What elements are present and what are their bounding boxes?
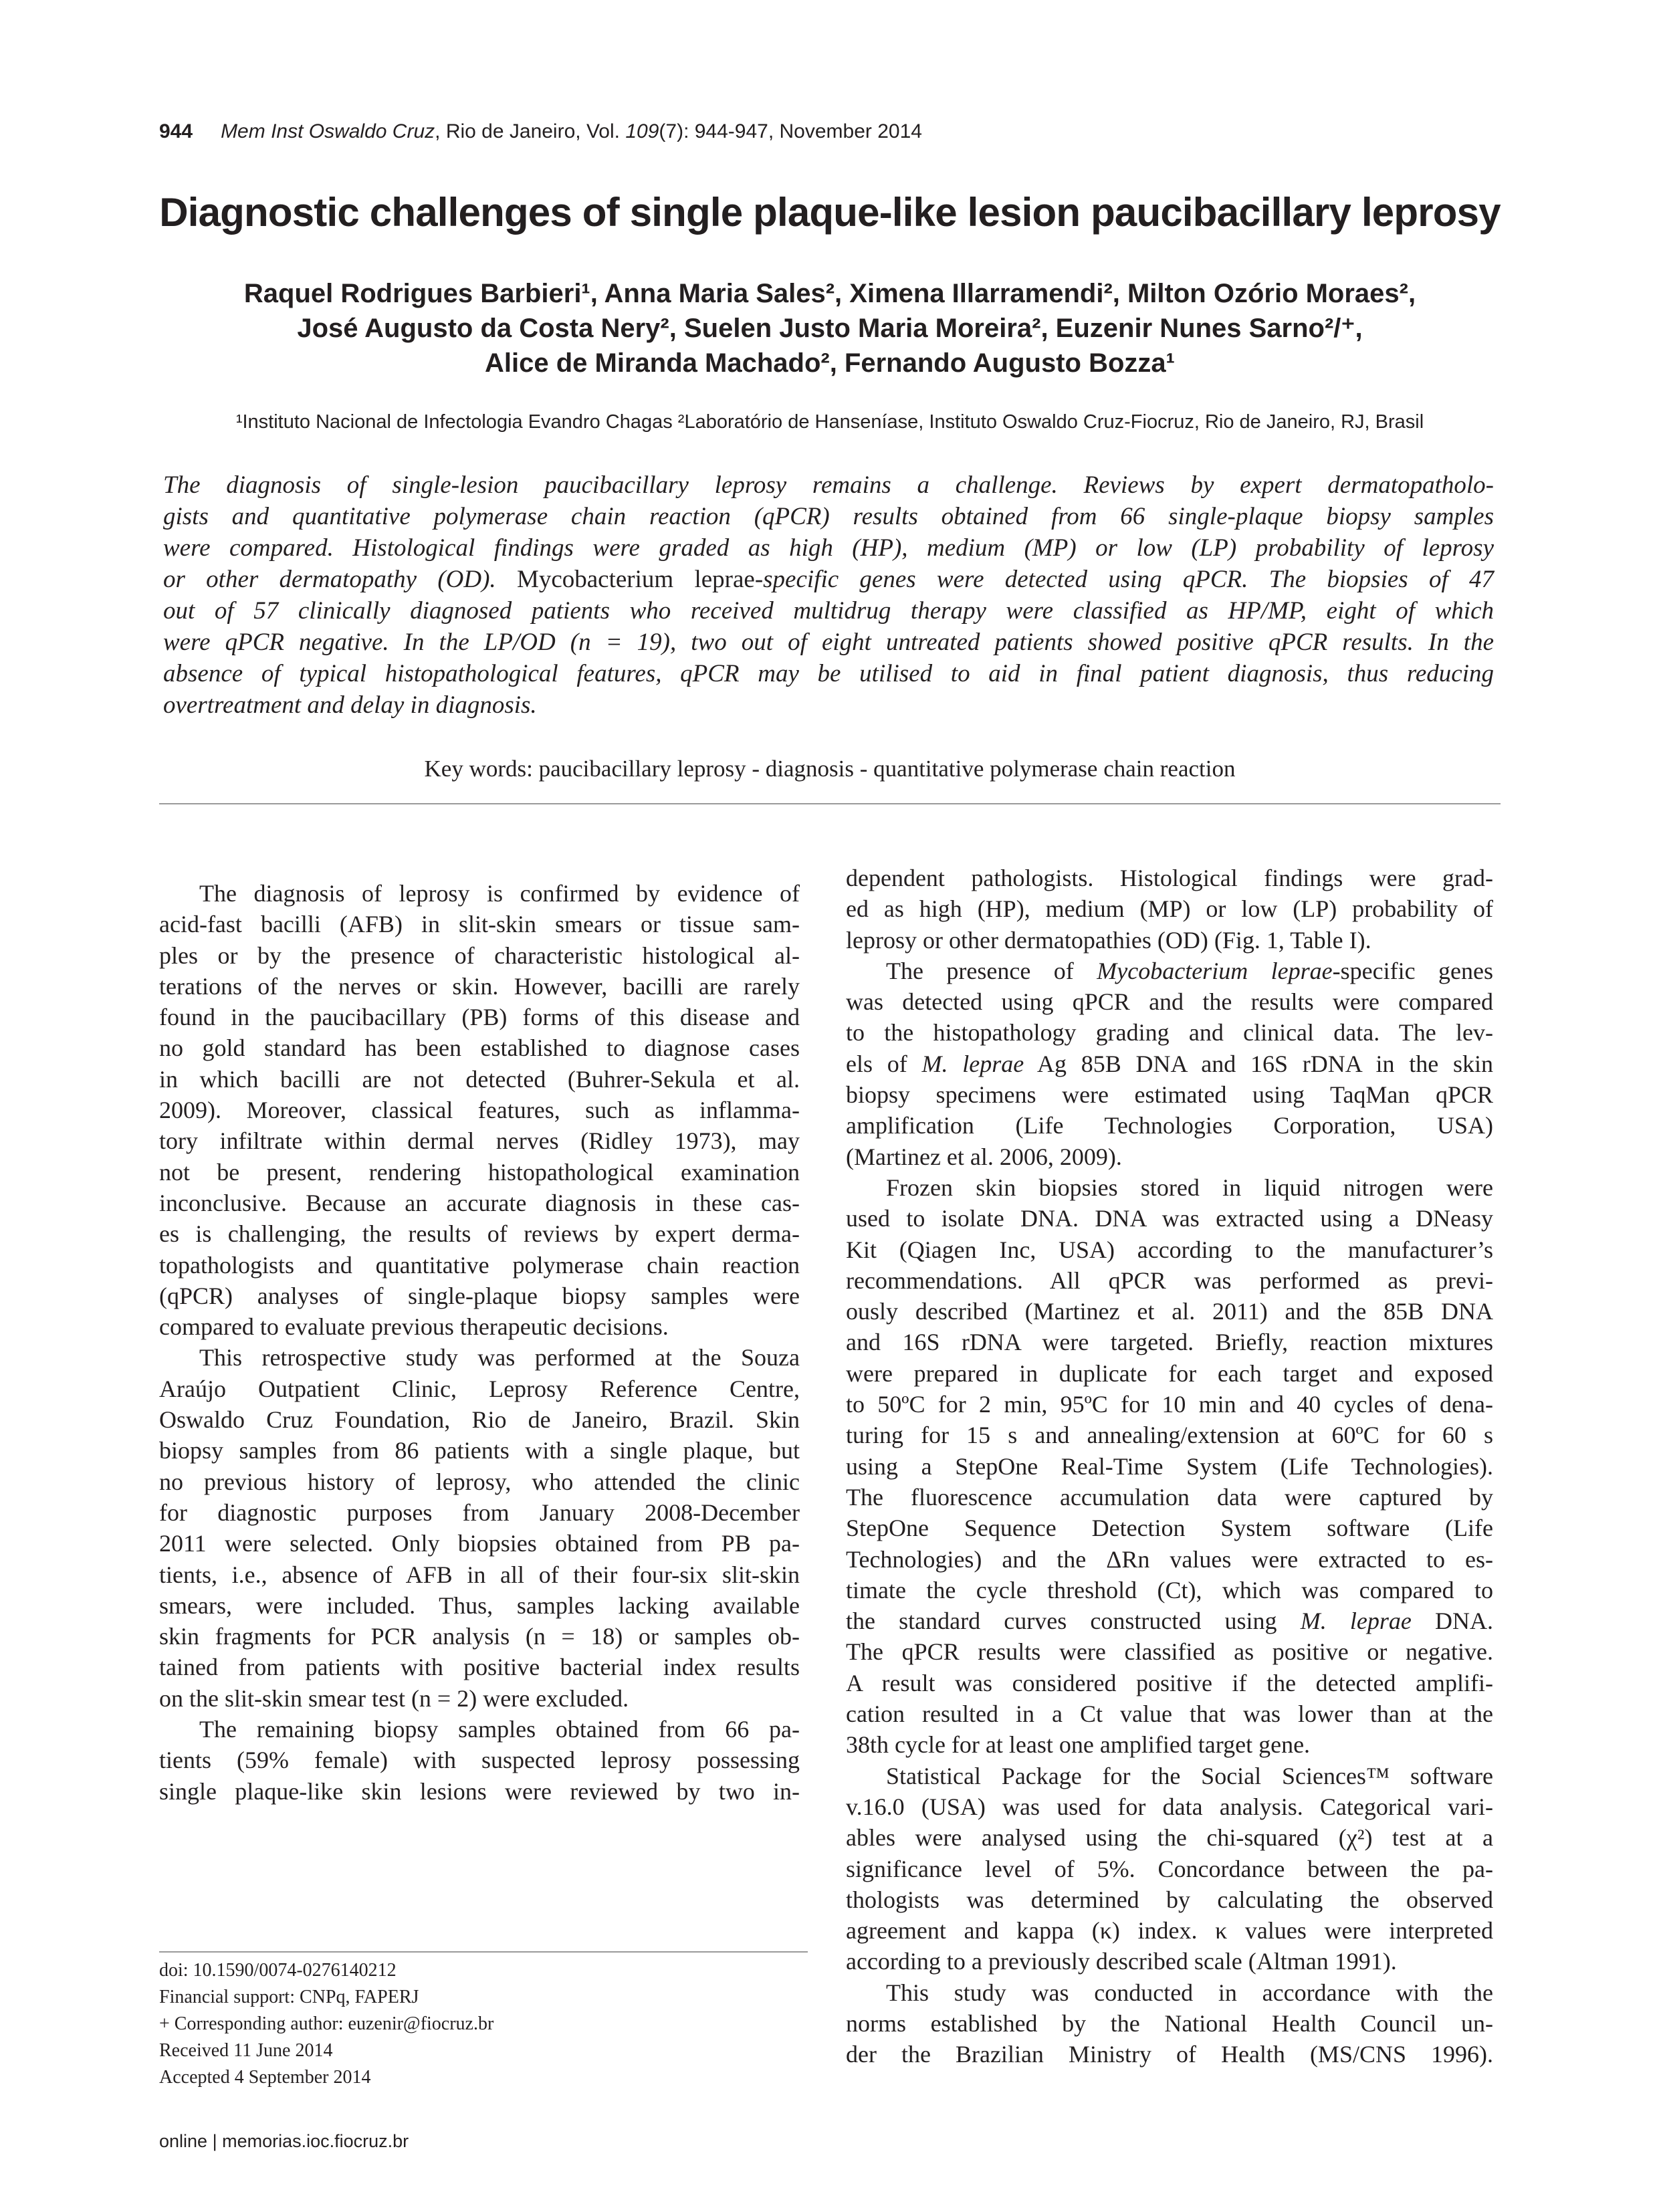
- right-text-line: ously described (Martinez et al. 2011) and the 85B DNA: [846, 1298, 1493, 1325]
- left-text-line: Oswaldo Cruz Foundation, Rio de Janeiro, Brazil. Skin: [159, 1406, 800, 1434]
- journal-volume: 109: [625, 120, 659, 142]
- left-column: [159, 878, 800, 1807]
- left-text-line: no previous history of leprosy, who attended the clinic: [159, 1468, 800, 1495]
- left-text-line: The remaining biopsy samples obtained from 66 pa-: [199, 1716, 800, 1743]
- left-text-line: tients (59% female) with suspected leprosy possessing: [159, 1747, 800, 1774]
- right-text-line: leprosy or other dermatopathies (OD) (Fig. 1, Table I).: [846, 926, 1371, 954]
- right-text-line: StepOne Sequence Detection System software (Life: [846, 1515, 1493, 1542]
- right-text-line: els of M. leprae Ag 85B DNA and 16S rDNA in the skin: [846, 1050, 1493, 1077]
- abstract-line: [163, 564, 1494, 595]
- right-text-line: recommendations. All qPCR was performed as previ-: [846, 1266, 1493, 1294]
- right-text-line: using a StepOne Real-Time System (Life Technologies).: [846, 1452, 1493, 1480]
- right-text-line: The qPCR results were classified as positive or negative.: [846, 1638, 1493, 1666]
- left-text-line: compared to evaluate previous therapeutic decisions.: [159, 1313, 669, 1341]
- corresponding-author: + Corresponding author: euzenir@fiocruz.br: [159, 2013, 494, 2034]
- accepted-date: Accepted 4 September 2014: [159, 2067, 371, 2088]
- right-text-line: Statistical Package for the Social Sciences™ software: [886, 1762, 1493, 1789]
- abstract-line: out of 57 clinically diagnosed patients who received multidrug therapy were classified as HP/MP, eight of which: [163, 597, 1494, 625]
- received-date: Received 11 June 2014: [159, 2040, 333, 2061]
- left-text-line: no gold standard has been established to diagnose cases: [159, 1034, 800, 1062]
- right-text-line: dependent pathologists. Histological findings were grad-: [846, 865, 1493, 891]
- right-text-line: A result was considered positive if the detected amplifi-: [846, 1669, 1493, 1696]
- abstract-line: gists and quantitative polymerase chain reaction (qPCR) results obtained from 66 single-plaque biopsy samples: [163, 503, 1494, 530]
- left-text-line: terations of the nerves or skin. However, bacilli are rarely: [159, 972, 800, 1000]
- running-header: [159, 120, 922, 143]
- left-text-line: on the slit-skin smear test (n = 2) were excluded.: [159, 1684, 629, 1712]
- right-text-line: were prepared in duplicate for each target and exposed: [846, 1359, 1493, 1387]
- journal-details: , Rio de Janeiro, Vol.: [435, 120, 626, 142]
- right-text-line: to 50ºC for 2 min, 95ºC for 10 min and 40 cycles of dena-: [846, 1391, 1493, 1418]
- right-text-line: cation resulted in a Ct value that was lower than at the: [846, 1700, 1493, 1728]
- right-text-line: This study was conducted in accordance with the: [886, 1979, 1493, 2006]
- left-text-line: tory infiltrate within dermal nerves (Ridley 1973), may: [159, 1127, 800, 1155]
- abstract-fragment: or other dermatopathy (OD).: [163, 566, 517, 593]
- left-text-line: es is challenging, the results of reviews by expert derma-: [159, 1220, 800, 1248]
- species-name: M. leprae: [1300, 1608, 1412, 1635]
- right-text-line: timate the cycle threshold (Ct), which was compared to: [846, 1576, 1493, 1603]
- left-text-line: tained from patients with positive bacterial index results: [159, 1654, 800, 1681]
- right-text-line: according to a previously described scale (Altman 1991).: [846, 1948, 1397, 1975]
- left-text-line: 2011 were selected. Only biopsies obtained from PB pa-: [159, 1530, 800, 1557]
- species-name: M. leprae: [921, 1050, 1024, 1077]
- species-name: Mycobacterium leprae: [1097, 957, 1333, 984]
- right-text-line: the standard curves constructed using M. leprae DNA.: [846, 1608, 1494, 1635]
- right-text-line: Kit (Qiagen Inc, USA) according to the manufacturer’s: [846, 1236, 1493, 1263]
- right-text-line: amplification (Life Technologies Corporation, USA): [846, 1112, 1493, 1139]
- left-text-line: smears, were included. Thus, samples lacking available: [159, 1591, 800, 1619]
- journal-name: Mem Inst Oswaldo Cruz: [221, 120, 435, 142]
- left-text-line: Araújo Outpatient Clinic, Leprosy Reference Centre,: [159, 1375, 800, 1402]
- right-text-line: 38th cycle for at least one amplified target gene.: [846, 1731, 1311, 1759]
- left-text-line: for diagnostic purposes from January 2008-December: [159, 1499, 800, 1526]
- left-text-line: acid-fast bacilli (AFB) in slit-skin smears or tissue sam-: [159, 911, 800, 938]
- affiliations: ¹Instituto Nacional de Infectologia Evandro Chagas ²Laboratório de Hanseníase, Instituto Oswaldo Cruz-Fiocruz, Rio de Janeiro, RJ, Brasil: [235, 411, 1424, 433]
- right-text-line: v.16.0 (USA) was used for data analysis. Categorical vari-: [846, 1793, 1493, 1820]
- left-text-line: tients, i.e., absence of AFB in all of their four-six slit-skin: [159, 1561, 800, 1588]
- journal-issue: (7): [659, 120, 684, 142]
- left-text-line: skin fragments for PCR analysis (n = 18) or samples ob-: [159, 1623, 800, 1650]
- author-line: José Augusto da Costa Nery², Suelen Justo Maria Moreira², Euzenir Nunes Sarno²/⁺,: [297, 314, 1363, 343]
- abstract-fragment: -specific genes were detected using qPCR. The biopsies of 47: [754, 566, 1494, 593]
- species-name: Mycobacterium leprae: [516, 566, 755, 593]
- right-text-line: biopsy specimens were estimated using TaqMan qPCR: [846, 1081, 1493, 1109]
- right-text-line: Technologies) and the ΔRn values were extracted to es-: [846, 1545, 1493, 1573]
- right-text-line: norms established by the National Health Council un-: [846, 2009, 1493, 2037]
- right-text-line: Frozen skin biopsies stored in liquid nitrogen were: [886, 1174, 1493, 1201]
- financial-support: Financial support: CNPq, FAPERJ: [159, 1987, 419, 2007]
- author-line: Alice de Miranda Machado², Fernando Augusto Bozza¹: [485, 348, 1175, 378]
- right-text-line: agreement and kappa (κ) index. κ values were interpreted: [846, 1917, 1493, 1945]
- left-text-line: not be present, rendering histopathological examination: [159, 1158, 800, 1186]
- page-number: 944: [159, 120, 193, 142]
- right-text-line: was detected using qPCR and the results were compared: [846, 988, 1493, 1016]
- left-text-line: (qPCR) analyses of single-plaque biopsy samples were: [159, 1282, 800, 1309]
- abstract-line: were qPCR negative. In the LP/OD (n = 19), two out of eight untreated patients showed positive qPCR results. In the: [163, 629, 1494, 656]
- abstract-line: overtreatment and delay in diagnosis.: [163, 691, 537, 719]
- footnotes: [159, 1957, 493, 2091]
- right-text-line: The fluorescence accumulation data were captured by: [846, 1483, 1493, 1511]
- abstract-line: The diagnosis of single-lesion paucibacillary leprosy remains a challenge. Reviews by expert dermatopatholo-: [163, 471, 1494, 499]
- abstract-line: absence of typical histopathological features, qPCR may be utilised to aid in final patient diagnosis, thus reducing: [163, 660, 1494, 687]
- right-text-line: ables were analysed using the chi-squared (χ²) test at a: [846, 1824, 1493, 1852]
- right-text-line: used to isolate DNA. DNA was extracted using a DNeasy: [846, 1205, 1493, 1232]
- right-text-line: significance level of 5%. Concordance between the pa-: [846, 1855, 1493, 1882]
- right-text-line: and 16S rDNA were targeted. Briefly, reaction mixtures: [846, 1329, 1493, 1356]
- abstract: [163, 469, 1494, 721]
- page-footer: online | memorias.ioc.fiocruz.br: [159, 2131, 409, 2151]
- left-text-line: The diagnosis of leprosy is confirmed by evidence of: [199, 880, 800, 907]
- right-text-line: ed as high (HP), medium (MP) or low (LP) probability of: [846, 895, 1493, 923]
- right-text-line: (Martinez et al. 2006, 2009).: [846, 1143, 1122, 1170]
- article-title: Diagnostic challenges of single plaque-like lesion paucibacillary leprosy: [159, 190, 1501, 235]
- journal-pages-date: : 944-947, November 2014: [683, 120, 922, 142]
- header-divider: [159, 803, 1501, 804]
- author-line: Raquel Rodrigues Barbieri¹, Anna Maria Sales², Ximena Illarramendi², Milton Ozório Moraes²,: [243, 279, 1416, 308]
- right-text-line: The presence of Mycobacterium leprae-specific genes: [886, 957, 1493, 984]
- doi: doi: 10.1590/0074-0276140212: [159, 1960, 397, 1981]
- left-text-line: inconclusive. Because an accurate diagnosis in these cas-: [159, 1189, 800, 1216]
- left-text-line: topathologists and quantitative polymerase chain reaction: [159, 1251, 800, 1279]
- left-text-line: This retrospective study was performed at the Souza: [199, 1344, 800, 1371]
- right-text-line: to the histopathology grading and clinical data. The lev-: [846, 1019, 1493, 1046]
- author-list: [159, 276, 1501, 380]
- footnote-divider: [159, 1951, 808, 1953]
- left-text-line: in which bacilli are not detected (Buhrer-Sekula et al.: [159, 1065, 800, 1093]
- left-text-line: single plaque-like skin lesions were reviewed by two in-: [159, 1777, 800, 1805]
- left-text-line: found in the paucibacillary (PB) forms of this disease and: [159, 1004, 800, 1031]
- keywords: Key words: paucibacillary leprosy - diagnosis - quantitative polymerase chain reaction: [424, 756, 1236, 782]
- left-text-line: 2009). Moreover, classical features, such as inflamma-: [159, 1097, 800, 1124]
- left-text-line: biopsy samples from 86 patients with a single plaque, but: [159, 1437, 800, 1464]
- left-text-line: ples or by the presence of characteristic histological al-: [159, 942, 800, 969]
- right-text-line: turing for 15 s and annealing/extension at 60ºC for 60 s: [846, 1422, 1493, 1449]
- right-text-line: thologists was determined by calculating the observed: [846, 1886, 1493, 1913]
- right-column: [846, 863, 1493, 2070]
- abstract-line: were compared. Histological findings were graded as high (HP), medium (MP) or low (LP) probability of leprosy: [163, 534, 1494, 562]
- right-text-line: der the Brazilian Ministry of Health (MS/CNS 1996).: [846, 2041, 1493, 2068]
